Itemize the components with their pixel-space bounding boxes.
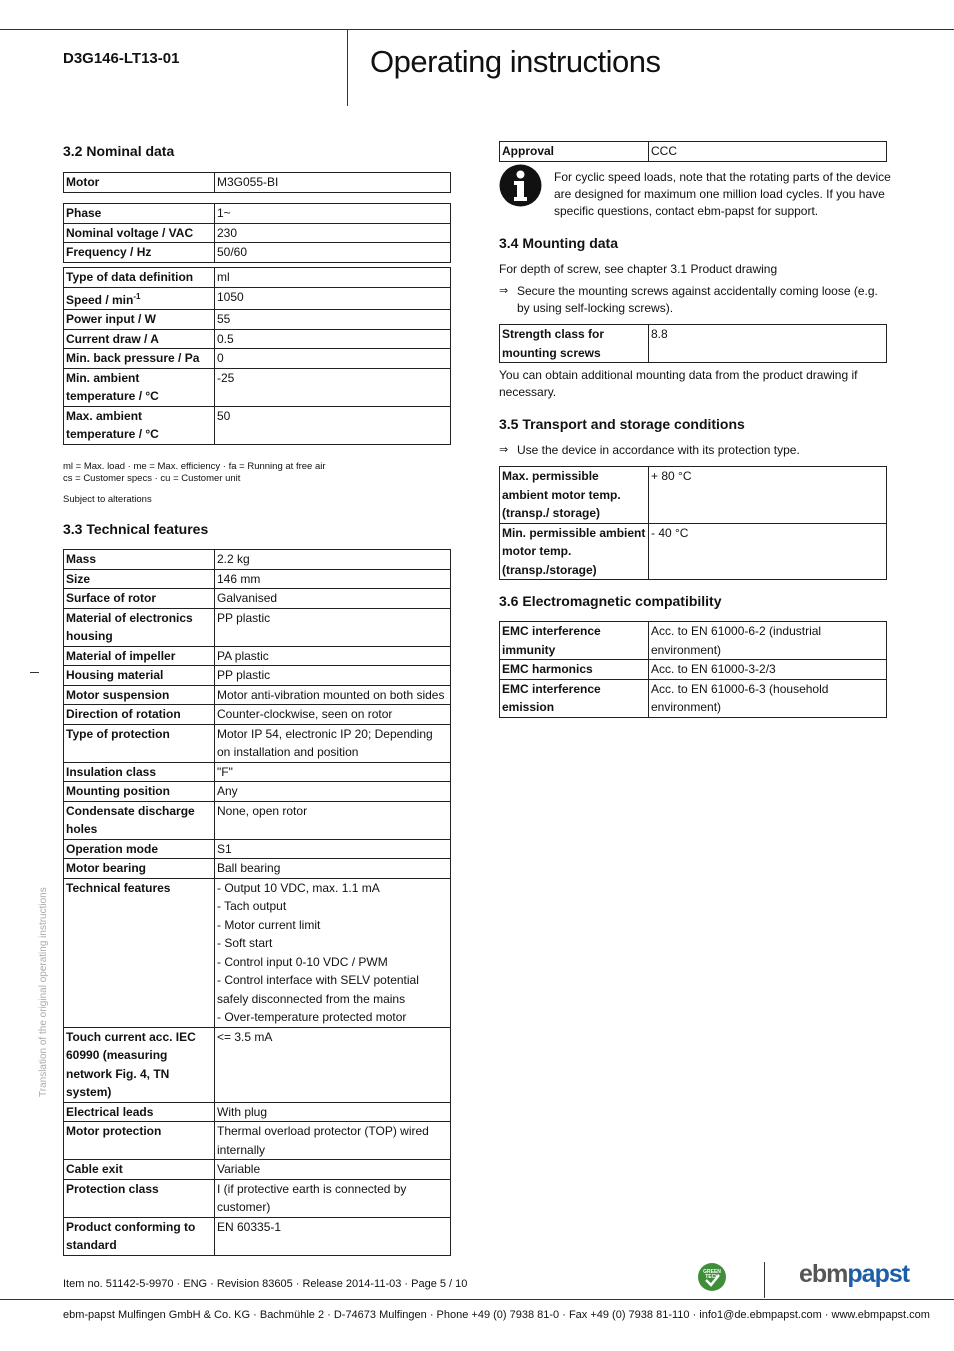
table-row [64, 268, 451, 288]
row-value: Thermal overload protector (TOP) wired internally [215, 1122, 451, 1160]
row-label: Phase [64, 204, 215, 224]
legend-line-1: ml = Max. load · me = Max. efficiency · fa = Running at free air [63, 461, 326, 472]
page-title: Operating instructions [370, 44, 661, 79]
table-row [64, 801, 451, 839]
info-icon [499, 164, 542, 207]
row-value: 8.8 [649, 325, 887, 363]
row-value: S1 [215, 839, 451, 859]
row-label: EMC interference emission [500, 679, 649, 717]
row-value: M3G055-BI [215, 173, 451, 193]
section-heading-technical: 3.3 Technical features [63, 521, 209, 537]
transport-table [499, 466, 887, 580]
row-label: Material of electronics housing [64, 608, 215, 646]
row-value: "F" [215, 762, 451, 782]
row-label: EMC harmonics [500, 660, 649, 680]
row-label: Motor [64, 173, 215, 193]
row-label: Min. ambient temperature / °C [64, 368, 215, 406]
table-row [64, 1179, 451, 1217]
row-value: Motor IP 54, electronic IP 20; Depending on installation and position [215, 724, 451, 762]
row-label: Max. ambient temperature / °C [64, 406, 215, 444]
row-label: Technical features [64, 878, 215, 1027]
row-label: Operation mode [64, 839, 215, 859]
row-value: 50 [215, 406, 451, 444]
mounting-bullet [499, 283, 884, 317]
row-label: Mounting position [64, 782, 215, 802]
row-label: Motor bearing [64, 859, 215, 879]
table-row [64, 349, 451, 369]
row-value: EN 60335-1 [215, 1217, 451, 1255]
table-row [64, 243, 451, 263]
table-row [64, 287, 451, 310]
row-label: Type of data definition [64, 268, 215, 288]
row-label: Max. permissible ambient motor temp. (transp./ storage) [500, 467, 649, 524]
row-label: Touch current acc. IEC 60990 (measuring network Fig. 4, TN system) [64, 1027, 215, 1102]
row-value: None, open rotor [215, 801, 451, 839]
row-value: 2.2 kg [215, 550, 451, 570]
row-value: 0.5 [215, 329, 451, 349]
nominal-data-table [63, 267, 451, 445]
row-label: Strength class for mounting screws [500, 325, 649, 363]
row-value: 55 [215, 310, 451, 330]
logo-separator [764, 1262, 765, 1298]
table-row [64, 839, 451, 859]
row-label: Product conforming to standard [64, 1217, 215, 1255]
legend-line-2: cs = Customer specs · cu = Customer unit [63, 473, 241, 484]
row-label: Surface of rotor [64, 589, 215, 609]
emc-table [499, 621, 887, 718]
section-heading-emc: 3.6 Electromagnetic compatibility [499, 593, 722, 609]
table-row [64, 223, 451, 243]
transport-bullet-text: Use the device in accordance with its protection type. [517, 443, 800, 457]
row-label: Nominal voltage / VAC [64, 223, 215, 243]
row-value: Variable [215, 1160, 451, 1180]
row-value: -25 [215, 368, 451, 406]
table-row [64, 646, 451, 666]
section-heading-mounting: 3.4 Mounting data [499, 235, 618, 251]
row-value: I (if protective earth is connected by customer) [215, 1179, 451, 1217]
row-value: 1050 [215, 287, 451, 310]
row-label: Motor suspension [64, 685, 215, 705]
table-row [64, 368, 451, 406]
table-row [64, 762, 451, 782]
table-row [64, 310, 451, 330]
approval-table [499, 141, 887, 162]
table-row [64, 589, 451, 609]
row-label: Insulation class [64, 762, 215, 782]
row-value: ml [215, 268, 451, 288]
row-label: Approval [500, 142, 649, 162]
table-row [64, 550, 451, 570]
table-row [64, 685, 451, 705]
row-value: PP plastic [215, 666, 451, 686]
green-tech-badge [697, 1262, 727, 1292]
table-row [64, 705, 451, 725]
row-value: 146 mm [215, 569, 451, 589]
row-value: <= 3.5 mA [215, 1027, 451, 1102]
row-value: Any [215, 782, 451, 802]
row-value: PA plastic [215, 646, 451, 666]
table-row [64, 329, 451, 349]
badge-line-1: GREEN [703, 1269, 721, 1275]
row-value: Ball bearing [215, 859, 451, 879]
table-row [64, 1122, 451, 1160]
logo-papst: papst [847, 1260, 910, 1288]
table-row [64, 173, 451, 193]
footer-rule [0, 1299, 954, 1300]
row-label: Mass [64, 550, 215, 570]
table-row [500, 660, 887, 680]
row-label: Cable exit [64, 1160, 215, 1180]
table-row [64, 859, 451, 879]
row-label: Power input / W [64, 310, 215, 330]
row-value: Motor anti-vibration mounted on both sides [215, 685, 451, 705]
footer-item-info: Item no. 51142-5-9970 · ENG · Revision 83605 · Release 2014-11-03 · Page 5 / 10 [63, 1278, 468, 1290]
row-label: EMC interference immunity [500, 622, 649, 660]
row-value: - Output 10 VDC, max. 1.1 mA - Tach output - Motor current limit - Soft start - Control input 0-10 VDC / PWM - Control interface with SELV potential safely disconnected from the mains - Over-temperature protected motor [215, 878, 451, 1027]
row-label: Type of protection [64, 724, 215, 762]
table-row [64, 1160, 451, 1180]
row-value: - 40 °C [649, 523, 887, 580]
row-label: Condensate discharge holes [64, 801, 215, 839]
row-value: Acc. to EN 61000-3-2/3 [649, 660, 887, 680]
table-row [500, 467, 887, 524]
document-id: D3G146-LT13-01 [63, 50, 180, 67]
table-row [500, 679, 887, 717]
row-label: Current draw / A [64, 329, 215, 349]
row-value: 1~ [215, 204, 451, 224]
table-row [64, 666, 451, 686]
table-row [64, 204, 451, 224]
phase-table [63, 203, 451, 263]
row-value: 230 [215, 223, 451, 243]
mounting-outro: You can obtain additional mounting data from the product drawing if necessary. [499, 368, 858, 399]
row-label: Motor protection [64, 1122, 215, 1160]
row-label: Frequency / Hz [64, 243, 215, 263]
table-row [64, 782, 451, 802]
margin-tick [30, 672, 39, 673]
table-row [500, 325, 887, 363]
row-value: Acc. to EN 61000-6-2 (industrial environment) [649, 622, 887, 660]
row-value: Counter-clockwise, seen on rotor [215, 705, 451, 725]
arrow-icon: ⇒ [499, 285, 509, 297]
cyclic-load-note: For cyclic speed loads, note that the rotating parts of the device are designed for maximum one million load cycles. If you have specific questions, contact ebm-papst for support. [554, 170, 891, 218]
header-separator [347, 29, 348, 106]
side-translation-note: Translation of the original operating instructions [38, 887, 49, 1097]
mounting-bullet-text: Secure the mounting screws against accidentally coming loose (e.g. by using self-locking screws). [517, 284, 878, 315]
row-label: Direction of rotation [64, 705, 215, 725]
row-label: Speed / $\min^{-1}$ [64, 287, 215, 310]
row-value: 0 [215, 349, 451, 369]
row-value: PP plastic [215, 608, 451, 646]
motor-table [63, 172, 451, 193]
table-row [500, 523, 887, 580]
table-row [64, 569, 451, 589]
table-row [500, 142, 887, 162]
row-label: Electrical leads [64, 1102, 215, 1122]
header-rule [0, 29, 954, 30]
row-value: Acc. to EN 61000-6-3 (household environment) [649, 679, 887, 717]
section-heading-nominal: 3.2 Nominal data [63, 143, 175, 159]
row-value: 50/60 [215, 243, 451, 263]
table-row [500, 622, 887, 660]
footer-company-info: ebm-papst Mulfingen GmbH & Co. KG · Bachmühle 2 · D-74673 Mulfingen · Phone +49 (0) 7938 81-0 · Fax +49 (0) 7938 81-110 · info1@de.ebmpapst.com · www.ebmpapst.com [63, 1309, 930, 1321]
mounting-table [499, 324, 887, 363]
row-label: Housing material [64, 666, 215, 686]
row-value: Galvanised [215, 589, 451, 609]
row-value: CCC [649, 142, 887, 162]
row-value: With plug [215, 1102, 451, 1122]
transport-bullet [499, 442, 884, 459]
table-row [64, 878, 451, 1027]
table-row [64, 608, 451, 646]
row-label: Size [64, 569, 215, 589]
row-label: Material of impeller [64, 646, 215, 666]
ebmpapst-logo [799, 1260, 909, 1289]
badge-line-2: TECH [705, 1274, 719, 1280]
mounting-intro: For depth of screw, see chapter 3.1 Product drawing [499, 262, 778, 276]
section-heading-transport: 3.5 Transport and storage conditions [499, 416, 745, 432]
row-value: + 80 °C [649, 467, 887, 524]
table-row [64, 724, 451, 762]
arrow-icon: ⇒ [499, 444, 509, 456]
technical-features-table [63, 549, 451, 1256]
logo-ebm: ebm [799, 1260, 848, 1288]
row-label: Min. back pressure / Pa [64, 349, 215, 369]
table-row [64, 1217, 451, 1255]
subject-to-alterations: Subject to alterations [63, 494, 152, 505]
table-row [64, 1027, 451, 1102]
row-label: Min. permissible ambient motor temp. (transp./storage) [500, 523, 649, 580]
table-row [64, 406, 451, 444]
table-row [64, 1102, 451, 1122]
row-label: Protection class [64, 1179, 215, 1217]
